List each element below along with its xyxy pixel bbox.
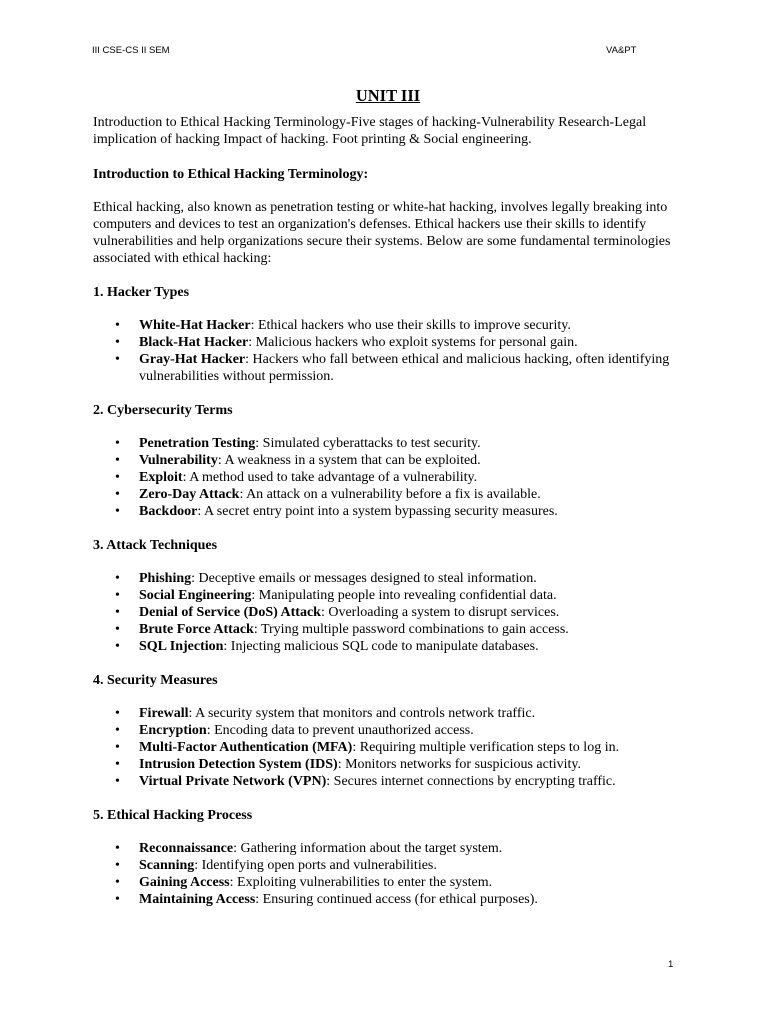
bullet-icon: •	[115, 639, 120, 654]
item-description: : Requiring multiple verification steps to log in.	[352, 740, 620, 755]
item-term: Gray-Hat Hacker	[139, 352, 246, 367]
page-title: UNIT III	[355, 86, 421, 105]
item-term: White-Hat Hacker	[139, 318, 251, 333]
item-description: : Ensuring continued access (for ethical purposes).	[255, 892, 538, 907]
bullet-icon: •	[115, 504, 120, 519]
item-description: : A security system that monitors and controls network traffic.	[188, 706, 536, 721]
bullet-list-3	[93, 570, 683, 655]
list-item	[93, 452, 683, 469]
header-course: III CSE-CS II SEM	[92, 45, 170, 56]
bullet-icon: •	[115, 858, 120, 873]
list-item	[93, 773, 683, 790]
item-term: Penetration Testing	[139, 436, 256, 451]
list-item	[93, 756, 683, 773]
item-term: Exploit	[139, 470, 183, 485]
item-term: Backdoor	[139, 504, 198, 519]
document-body	[93, 86, 683, 925]
item-description: : Encoding data to prevent unauthorized access.	[206, 723, 474, 738]
section-heading-2: 2. Cybersecurity Terms	[93, 403, 233, 418]
bullet-icon: •	[115, 706, 120, 721]
bullet-icon: •	[115, 436, 120, 451]
item-description: : Ethical hackers who use their skills to improve security.	[250, 318, 571, 333]
item-description: : Trying multiple password combinations to gain access.	[253, 622, 569, 637]
bullet-icon: •	[115, 453, 120, 468]
item-description: : Gathering information about the target system.	[233, 841, 503, 856]
bullet-icon: •	[115, 605, 120, 620]
list-item	[93, 317, 683, 334]
bullet-icon: •	[115, 757, 120, 772]
item-description: : Injecting malicious SQL code to manipulate databases.	[223, 639, 539, 654]
item-description: : Manipulating people into revealing confidential data.	[251, 588, 557, 603]
list-item	[93, 486, 683, 503]
list-item	[93, 840, 683, 857]
bullet-list-4	[93, 705, 683, 790]
list-item	[93, 638, 683, 655]
item-term: Scanning	[139, 858, 195, 873]
item-term: Phishing	[139, 571, 192, 586]
bullet-icon: •	[115, 335, 120, 350]
bullet-icon: •	[115, 318, 120, 333]
bullet-icon: •	[115, 841, 120, 856]
item-description: : Hackers who fall between ethical and malicious hacking, often identifying vulnerabilities without permission.	[139, 352, 670, 384]
item-term: Brute Force Attack	[139, 622, 254, 637]
item-description: : A weakness in a system that can be exploited.	[217, 453, 481, 468]
list-item	[93, 469, 683, 486]
item-description: : Secures internet connections by encrypting traffic.	[326, 774, 616, 789]
item-description: : Malicious hackers who exploit systems for personal gain.	[248, 335, 578, 350]
list-item	[93, 435, 683, 452]
section-heading-4: 4. Security Measures	[93, 673, 218, 688]
bullet-icon: •	[115, 470, 120, 485]
list-item	[93, 351, 683, 385]
bullet-icon: •	[115, 622, 120, 637]
item-term: Multi-Factor Authentication (MFA)	[139, 740, 353, 755]
bullet-icon: •	[115, 352, 120, 367]
section-heading: Introduction to Ethical Hacking Terminology:	[93, 167, 369, 182]
item-term: Vulnerability	[139, 453, 218, 468]
bullet-icon: •	[115, 571, 120, 586]
list-item	[93, 334, 683, 351]
section-heading-5: 5. Ethical Hacking Process	[93, 808, 253, 823]
list-item	[93, 739, 683, 756]
bullet-icon: •	[115, 740, 120, 755]
list-item	[93, 604, 683, 621]
item-term: SQL Injection	[139, 639, 224, 654]
item-term: Encryption	[139, 723, 207, 738]
item-description: : Exploiting vulnerabilities to enter the system.	[229, 875, 493, 890]
section-heading-1: 1. Hacker Types	[93, 285, 190, 300]
list-item	[93, 621, 683, 638]
item-term: Zero-Day Attack	[139, 487, 240, 502]
intro-paragraph: Ethical hacking, also known as penetration testing or white-hat hacking, involves legally breaking into computers and devices to test an organization's defenses. Ethical hackers use their skills to identify vulnerabilities and help organizations secure their systems. Below are some fundamental terminologies associated with ethical hacking:	[93, 200, 671, 266]
list-item	[93, 857, 683, 874]
list-item	[93, 503, 683, 520]
list-item	[93, 874, 683, 891]
item-description: : Simulated cyberattacks to test security.	[255, 436, 481, 451]
sections-container	[93, 284, 683, 908]
intro-text: Introduction to Ethical Hacking Terminology-Five stages of hacking-Vulnerability Research-Legal implication of hacking Impact of hacking. Foot printing & Social engineering.	[93, 115, 647, 147]
item-description: : An attack on a vulnerability before a fix is available.	[239, 487, 541, 502]
bullet-icon: •	[115, 875, 120, 890]
item-description: : Overloading a system to disrupt services.	[320, 605, 560, 620]
list-item	[93, 891, 683, 908]
list-item	[93, 722, 683, 739]
item-term: Firewall	[139, 706, 189, 721]
page-number: 1	[668, 959, 674, 970]
item-description: : Identifying open ports and vulnerabilities.	[194, 858, 437, 873]
bullet-icon: •	[115, 487, 120, 502]
list-item	[93, 587, 683, 604]
bullet-list-5	[93, 840, 683, 908]
list-item	[93, 705, 683, 722]
item-term: Intrusion Detection System (IDS)	[139, 757, 338, 772]
item-term: Gaining Access	[139, 875, 230, 890]
item-description: : A method used to take advantage of a vulnerability.	[182, 470, 478, 485]
list-item	[93, 570, 683, 587]
header-subject: VA&PT	[606, 45, 637, 56]
bullet-icon: •	[115, 892, 120, 907]
bullet-icon: •	[115, 588, 120, 603]
item-term: Denial of Service (DoS) Attack	[139, 605, 321, 620]
bullet-icon: •	[115, 774, 120, 789]
section-heading-3: 3. Attack Techniques	[93, 538, 218, 553]
item-term: Reconnaissance	[139, 841, 234, 856]
item-description: : Monitors networks for suspicious activity.	[337, 757, 582, 772]
item-term: Social Engineering	[139, 588, 252, 603]
item-term: Maintaining Access	[139, 892, 256, 907]
item-term: Virtual Private Network (VPN)	[139, 774, 327, 789]
bullet-list-1	[93, 317, 683, 385]
bullet-list-2	[93, 435, 683, 520]
bullet-icon: •	[115, 723, 120, 738]
item-description: : A secret entry point into a system bypassing security measures.	[197, 504, 558, 519]
item-term: Black-Hat Hacker	[139, 335, 249, 350]
item-description: : Deceptive emails or messages designed to steal information.	[191, 571, 537, 586]
